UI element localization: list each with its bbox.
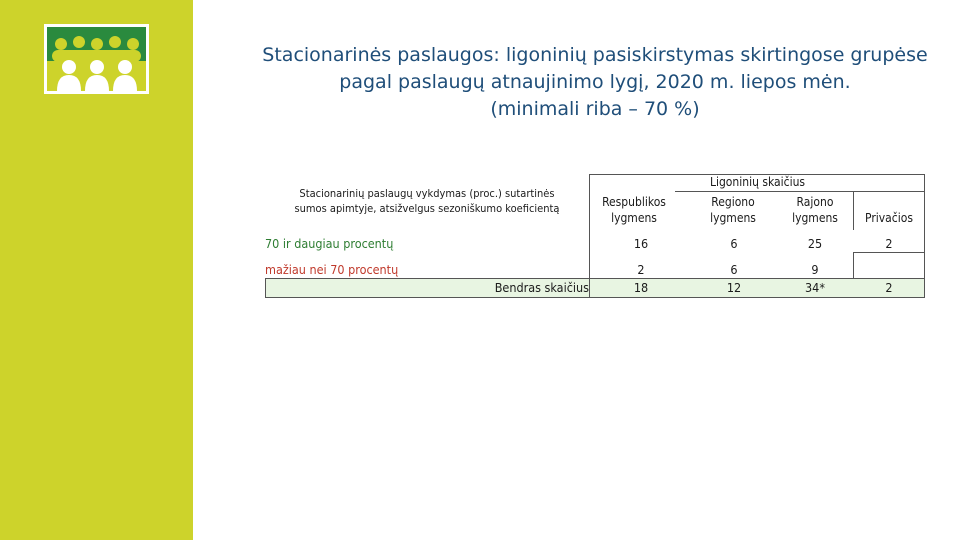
total-row-divider <box>589 278 590 298</box>
table-left-header <box>265 182 589 230</box>
row-label-70-plus: 70 ir daugiau procentų <box>265 236 394 251</box>
hospital-table <box>265 174 925 298</box>
col-header-line: Rajono <box>796 195 834 209</box>
row1-rajono: 25 <box>807 236 823 251</box>
left-header-line-2: sumos apimtyje, atsižvelgus sezoniškumo koeficientą <box>294 202 560 215</box>
col-header-line <box>853 194 925 210</box>
col-header-line: Regiono <box>711 195 755 209</box>
row2-respublikos: 2 <box>637 262 645 277</box>
title-line-2: pagal paslaugų atnaujinimo lygį, 2020 m. liepos mėn. <box>339 71 851 93</box>
value-block-right-border <box>924 230 925 278</box>
col-header-line: Respublikos <box>602 195 666 209</box>
col-header-regiono <box>695 194 771 226</box>
col-header-line: Privačios <box>865 211 913 225</box>
total-privacios: 2 <box>885 280 893 295</box>
total-respublikos: 18 <box>633 280 649 295</box>
row1-privacios: 2 <box>885 236 893 251</box>
col-header-respublikos <box>589 194 679 226</box>
col-header-line: lygmens <box>792 211 838 225</box>
total-rajono: 34* <box>805 280 825 295</box>
left-header-line-1: Stacionarinių paslaugų vykdymas (proc.) sutartinės <box>299 187 555 200</box>
total-regiono: 12 <box>726 280 742 295</box>
privacios-cell-left-border <box>853 252 854 278</box>
header-divider <box>853 191 854 230</box>
group-header-divider <box>675 191 925 192</box>
group-header-title: Ligoninių skaičius <box>709 175 806 189</box>
privacios-cell-divider <box>853 252 925 253</box>
people-logo-icon <box>44 24 149 94</box>
total-label: Bendras skaičius <box>494 280 589 295</box>
row2-regiono: 6 <box>730 262 738 277</box>
sidebar-band <box>0 0 193 540</box>
col-header-line: lygmens <box>611 211 657 225</box>
row1-respublikos: 16 <box>633 236 649 251</box>
value-block-left-border <box>589 230 590 278</box>
page-title <box>230 42 960 123</box>
col-header-privacios <box>853 194 925 226</box>
row-label-below-70: mažiau nei 70 procentų <box>265 262 399 277</box>
title-line-3: (minimali riba – 70 %) <box>490 98 700 120</box>
row1-regiono: 6 <box>730 236 738 251</box>
row2-rajono: 9 <box>811 262 819 277</box>
col-header-line: lygmens <box>710 211 756 225</box>
col-header-rajono <box>775 194 855 226</box>
title-line-1: Stacionarinės paslaugos: ligoninių pasiskirstymas skirtingose grupėse <box>262 44 928 66</box>
